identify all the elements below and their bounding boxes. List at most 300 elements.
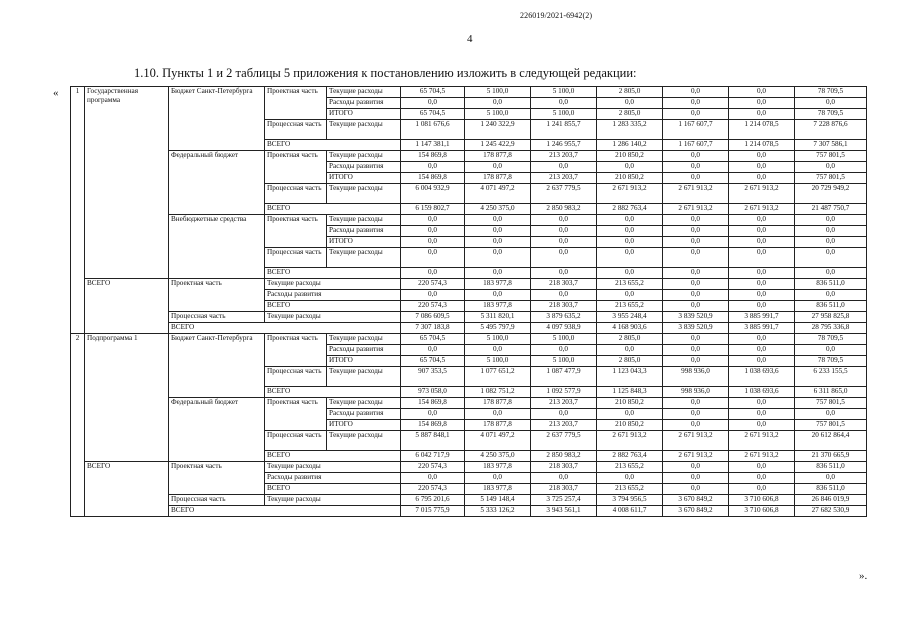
value-cell: 2 805,0	[597, 356, 663, 367]
value-cell: 1 245 422,9	[465, 140, 531, 151]
value-cell: 0,0	[663, 215, 729, 226]
expense-type: Текущие расходы	[327, 120, 401, 140]
quote-open: «	[53, 87, 59, 99]
table-row	[71, 506, 867, 517]
value-cell: 0,0	[401, 237, 465, 248]
value-cell: 78 709,5	[795, 109, 867, 120]
value-cell: 998 936,0	[663, 387, 729, 398]
value-cell: 1 147 381,1	[401, 140, 465, 151]
value-cell: 0,0	[663, 109, 729, 120]
value-cell: 0,0	[465, 268, 531, 279]
expense-type: Расходы развития	[327, 162, 401, 173]
value-cell: 1 087 477,9	[531, 367, 597, 387]
value-cell: 183 977,8	[465, 462, 531, 473]
expense-type: ИТОГО	[327, 420, 401, 431]
part-label: Проектная часть	[265, 87, 327, 120]
value-cell: 1 167 607,7	[663, 120, 729, 140]
value-cell: 0,0	[729, 237, 795, 248]
value-cell: 0,0	[795, 98, 867, 109]
value-cell: 213 203,7	[531, 398, 597, 409]
expense-type: Расходы развития	[327, 409, 401, 420]
value-cell: 178 877,8	[465, 420, 531, 431]
value-cell: 836 511,0	[795, 462, 867, 473]
value-cell: 78 709,5	[795, 334, 867, 345]
value-cell: 0,0	[729, 301, 795, 312]
value-cell: 1 092 577,9	[531, 387, 597, 398]
value-cell: 5 100,0	[531, 356, 597, 367]
value-cell: 3 839 520,9	[663, 312, 729, 323]
value-cell: 4 071 497,2	[465, 431, 531, 451]
value-cell: 0,0	[597, 268, 663, 279]
value-cell: 0,0	[465, 237, 531, 248]
value-cell: 1 283 335,2	[597, 120, 663, 140]
value-cell: 1 125 848,3	[597, 387, 663, 398]
value-cell: 836 511,0	[795, 301, 867, 312]
value-cell: 218 303,7	[531, 301, 597, 312]
value-cell: 0,0	[663, 87, 729, 98]
table-row	[71, 215, 867, 226]
value-cell: 0,0	[663, 356, 729, 367]
value-cell: 6 795 201,6	[401, 495, 465, 506]
value-cell: 5 100,0	[531, 334, 597, 345]
quote-close: ».	[859, 570, 868, 582]
value-cell: 0,0	[795, 237, 867, 248]
value-cell: 154 869,8	[401, 398, 465, 409]
value-cell: 0,0	[795, 215, 867, 226]
value-cell: 0,0	[597, 345, 663, 356]
value-cell: 1 038 693,6	[729, 367, 795, 387]
value-cell: 183 977,8	[465, 301, 531, 312]
value-cell: 3 839 520,9	[663, 323, 729, 334]
value-cell: 2 671 913,2	[663, 184, 729, 204]
value-cell: 0,0	[531, 226, 597, 237]
part-label: Проектная часть	[169, 462, 265, 495]
value-cell: 154 869,8	[401, 420, 465, 431]
budget-table	[70, 86, 867, 517]
value-cell: 5 333 126,2	[465, 506, 531, 517]
value-cell: 0,0	[729, 334, 795, 345]
value-cell: 65 704,5	[401, 356, 465, 367]
value-cell: 0,0	[401, 268, 465, 279]
value-cell: 3 710 606,8	[729, 495, 795, 506]
part-label: Проектная часть	[169, 279, 265, 312]
value-cell: 210 850,2	[597, 398, 663, 409]
expense-type: ИТОГО	[327, 237, 401, 248]
value-cell: 0,0	[401, 473, 465, 484]
value-cell: 2 671 913,2	[729, 184, 795, 204]
value-cell: 0,0	[401, 290, 465, 301]
value-cell: 0,0	[663, 398, 729, 409]
value-cell: 0,0	[729, 98, 795, 109]
value-cell: 220 574,3	[401, 484, 465, 495]
value-cell: 2 671 913,2	[729, 204, 795, 215]
table-row	[71, 323, 867, 334]
value-cell: 220 574,3	[401, 279, 465, 290]
value-cell: 0,0	[663, 290, 729, 301]
expense-type: ИТОГО	[327, 356, 401, 367]
value-cell: 0,0	[795, 473, 867, 484]
value-cell: 0,0	[663, 484, 729, 495]
value-cell: 178 877,8	[465, 151, 531, 162]
total-label: ВСЕГО	[265, 387, 401, 398]
value-cell: 7 015 775,9	[401, 506, 465, 517]
part-label: Процессная часть	[265, 367, 327, 387]
total-label: ВСЕГО	[265, 268, 401, 279]
value-cell: 4 097 938,9	[531, 323, 597, 334]
value-cell: 5 100,0	[465, 356, 531, 367]
value-cell: 213 655,2	[597, 301, 663, 312]
value-cell: 0,0	[729, 151, 795, 162]
value-cell: 0,0	[401, 248, 465, 268]
value-cell: 757 801,5	[795, 398, 867, 409]
value-cell: 0,0	[795, 248, 867, 268]
value-cell: 4 071 497,2	[465, 184, 531, 204]
value-cell: 5 100,0	[465, 334, 531, 345]
value-cell: 26 846 019,9	[795, 495, 867, 506]
value-cell: 0,0	[729, 290, 795, 301]
value-cell: 0,0	[663, 173, 729, 184]
value-cell: 0,0	[401, 98, 465, 109]
value-cell: 2 671 913,2	[729, 431, 795, 451]
budget-source: Федеральный бюджет	[169, 398, 265, 462]
value-cell: 907 353,5	[401, 367, 465, 387]
value-cell: 0,0	[663, 409, 729, 420]
value-cell: 3 943 561,1	[531, 506, 597, 517]
value-cell: 0,0	[597, 290, 663, 301]
value-cell: 0,0	[729, 87, 795, 98]
value-cell: 1 286 140,2	[597, 140, 663, 151]
value-cell: 213 655,2	[597, 279, 663, 290]
value-cell: 0,0	[729, 462, 795, 473]
value-cell: 65 704,5	[401, 87, 465, 98]
value-cell: 0,0	[663, 420, 729, 431]
value-cell: 0,0	[531, 345, 597, 356]
value-cell: 218 303,7	[531, 279, 597, 290]
value-cell: 0,0	[597, 473, 663, 484]
value-cell: 1 214 078,5	[729, 140, 795, 151]
expense-type: ИТОГО	[327, 109, 401, 120]
value-cell: 757 801,5	[795, 420, 867, 431]
value-cell: 0,0	[729, 484, 795, 495]
value-cell: 210 850,2	[597, 420, 663, 431]
section-heading: 1.10. Пункты 1 и 2 таблицы 5 приложения к постановлению изложить в следующей редакции:	[134, 66, 637, 80]
value-cell: 0,0	[663, 151, 729, 162]
value-cell: 0,0	[663, 301, 729, 312]
value-cell: 0,0	[465, 215, 531, 226]
value-cell: 213 655,2	[597, 462, 663, 473]
expense-type: Текущие расходы	[327, 398, 401, 409]
value-cell: 0,0	[729, 409, 795, 420]
value-cell: 0,0	[795, 162, 867, 173]
value-cell: 0,0	[729, 173, 795, 184]
value-cell: 0,0	[729, 356, 795, 367]
value-cell: 836 511,0	[795, 279, 867, 290]
expense-type: Текущие расходы	[327, 367, 401, 387]
value-cell: 0,0	[729, 398, 795, 409]
value-cell: 0,0	[795, 290, 867, 301]
value-cell: 0,0	[663, 226, 729, 237]
value-cell: 2 637 779,5	[531, 184, 597, 204]
value-cell: 0,0	[465, 345, 531, 356]
part-label: Процессная часть	[169, 312, 265, 323]
value-cell: 0,0	[465, 409, 531, 420]
part-label: Процессная часть	[169, 495, 265, 506]
value-cell: 5 887 848,1	[401, 431, 465, 451]
value-cell: 6 042 717,9	[401, 451, 465, 462]
value-cell: 65 704,5	[401, 334, 465, 345]
value-cell: 183 977,8	[465, 279, 531, 290]
part-label: Процессная часть	[265, 431, 327, 451]
value-cell: 27 682 530,9	[795, 506, 867, 517]
expense-type: Текущие расходы	[327, 87, 401, 98]
value-cell: 210 850,2	[597, 173, 663, 184]
value-cell: 2 882 763,4	[597, 204, 663, 215]
budget-source: Внебюджетные средства	[169, 215, 265, 279]
value-cell: 2 671 913,2	[663, 431, 729, 451]
expense-type: Текущие расходы	[327, 151, 401, 162]
value-cell: 0,0	[401, 215, 465, 226]
expense-type: Расходы развития	[265, 473, 401, 484]
value-cell: 220 574,3	[401, 462, 465, 473]
value-cell: 0,0	[729, 279, 795, 290]
value-cell: 0,0	[729, 420, 795, 431]
value-cell: 0,0	[663, 345, 729, 356]
expense-type: Текущие расходы	[265, 462, 401, 473]
expense-type: ИТОГО	[327, 173, 401, 184]
part-label: Проектная часть	[265, 151, 327, 184]
value-cell: 78 709,5	[795, 87, 867, 98]
program-name: Подпрограмма 1	[85, 334, 169, 462]
value-cell: 0,0	[401, 226, 465, 237]
table-row	[71, 398, 867, 409]
value-cell: 4 168 903,6	[597, 323, 663, 334]
table-row	[71, 279, 867, 290]
value-cell: 3 879 635,2	[531, 312, 597, 323]
part-label: Проектная часть	[265, 215, 327, 248]
row-number: 2	[71, 334, 85, 517]
value-cell: 0,0	[729, 162, 795, 173]
value-cell: 218 303,7	[531, 484, 597, 495]
expense-type: Текущие расходы	[265, 312, 401, 323]
value-cell: 154 869,8	[401, 173, 465, 184]
summary-label: ВСЕГО	[85, 462, 169, 517]
value-cell: 2 882 763,4	[597, 451, 663, 462]
expense-type: Расходы развития	[265, 290, 401, 301]
value-cell: 1 214 078,5	[729, 120, 795, 140]
value-cell: 3 885 991,7	[729, 323, 795, 334]
value-cell: 0,0	[597, 248, 663, 268]
value-cell: 6 159 802,7	[401, 204, 465, 215]
expense-type: Текущие расходы	[327, 334, 401, 345]
value-cell: 3 885 991,7	[729, 312, 795, 323]
value-cell: 7 307 586,1	[795, 140, 867, 151]
value-cell: 757 801,5	[795, 151, 867, 162]
value-cell: 0,0	[729, 226, 795, 237]
value-cell: 6 004 932,9	[401, 184, 465, 204]
value-cell: 0,0	[663, 98, 729, 109]
part-label: Проектная часть	[265, 334, 327, 367]
value-cell: 2 671 913,2	[663, 451, 729, 462]
value-cell: 3 670 849,2	[663, 495, 729, 506]
total-label: ВСЕГО	[265, 140, 401, 151]
value-cell: 5 100,0	[465, 87, 531, 98]
value-cell: 0,0	[531, 290, 597, 301]
part-label: Процессная часть	[265, 120, 327, 140]
table-row	[71, 87, 867, 98]
expense-type: Текущие расходы	[327, 215, 401, 226]
value-cell: 218 303,7	[531, 462, 597, 473]
value-cell: 0,0	[663, 248, 729, 268]
total-label: ВСЕГО	[265, 204, 401, 215]
value-cell: 0,0	[465, 290, 531, 301]
value-cell: 2 671 913,2	[663, 204, 729, 215]
value-cell: 0,0	[401, 409, 465, 420]
value-cell: 0,0	[663, 237, 729, 248]
value-cell: 0,0	[465, 226, 531, 237]
value-cell: 65 704,5	[401, 109, 465, 120]
value-cell: 2 671 913,2	[729, 451, 795, 462]
total-label: ВСЕГО	[169, 506, 401, 517]
value-cell: 0,0	[729, 248, 795, 268]
value-cell: 0,0	[729, 345, 795, 356]
value-cell: 0,0	[465, 248, 531, 268]
value-cell: 0,0	[401, 162, 465, 173]
value-cell: 0,0	[531, 98, 597, 109]
value-cell: 973 058,0	[401, 387, 465, 398]
value-cell: 1 077 651,2	[465, 367, 531, 387]
value-cell: 0,0	[401, 345, 465, 356]
value-cell: 2 850 983,2	[531, 204, 597, 215]
value-cell: 0,0	[597, 162, 663, 173]
part-label: Процессная часть	[265, 184, 327, 204]
table-row	[71, 462, 867, 473]
value-cell: 0,0	[597, 226, 663, 237]
value-cell: 0,0	[663, 473, 729, 484]
total-label: ВСЕГО	[169, 323, 401, 334]
value-cell: 0,0	[663, 279, 729, 290]
value-cell: 0,0	[465, 162, 531, 173]
expense-type: Расходы развития	[327, 345, 401, 356]
value-cell: 0,0	[531, 409, 597, 420]
value-cell: 0,0	[531, 215, 597, 226]
value-cell: 0,0	[531, 237, 597, 248]
value-cell: 78 709,5	[795, 356, 867, 367]
value-cell: 0,0	[597, 237, 663, 248]
value-cell: 0,0	[729, 268, 795, 279]
value-cell: 836 511,0	[795, 484, 867, 495]
value-cell: 5 100,0	[531, 87, 597, 98]
value-cell: 4 250 375,0	[465, 204, 531, 215]
value-cell: 20 612 864,4	[795, 431, 867, 451]
value-cell: 7 307 183,8	[401, 323, 465, 334]
value-cell: 0,0	[795, 226, 867, 237]
value-cell: 5 495 797,9	[465, 323, 531, 334]
row-number: 1	[71, 87, 85, 334]
summary-label: ВСЕГО	[85, 279, 169, 334]
total-label: ВСЕГО	[265, 484, 401, 495]
value-cell: 1 246 955,7	[531, 140, 597, 151]
value-cell: 5 311 820,1	[465, 312, 531, 323]
value-cell: 1 241 855,7	[531, 120, 597, 140]
page-number: 4	[467, 33, 473, 45]
value-cell: 998 936,0	[663, 367, 729, 387]
value-cell: 6 311 865,0	[795, 387, 867, 398]
value-cell: 1 123 043,3	[597, 367, 663, 387]
total-label: ВСЕГО	[265, 451, 401, 462]
total-label: ВСЕГО	[265, 301, 401, 312]
value-cell: 0,0	[465, 473, 531, 484]
value-cell: 1 082 751,2	[465, 387, 531, 398]
value-cell: 0,0	[531, 248, 597, 268]
value-cell: 213 203,7	[531, 151, 597, 162]
value-cell: 2 637 779,5	[531, 431, 597, 451]
value-cell: 0,0	[729, 473, 795, 484]
value-cell: 213 655,2	[597, 484, 663, 495]
value-cell: 213 203,7	[531, 420, 597, 431]
value-cell: 0,0	[597, 98, 663, 109]
budget-source: Бюджет Санкт-Петербурга	[169, 334, 265, 398]
value-cell: 0,0	[795, 409, 867, 420]
value-cell: 28 795 336,8	[795, 323, 867, 334]
value-cell: 3 955 248,4	[597, 312, 663, 323]
value-cell: 0,0	[729, 109, 795, 120]
value-cell: 3 725 257,4	[531, 495, 597, 506]
value-cell: 0,0	[465, 98, 531, 109]
value-cell: 220 574,3	[401, 301, 465, 312]
table-row	[71, 334, 867, 345]
value-cell: 4 008 611,7	[597, 506, 663, 517]
value-cell: 1 240 322,9	[465, 120, 531, 140]
value-cell: 0,0	[795, 268, 867, 279]
value-cell: 21 487 750,7	[795, 204, 867, 215]
value-cell: 0,0	[663, 334, 729, 345]
value-cell: 2 671 913,2	[597, 184, 663, 204]
expense-type: Текущие расходы	[327, 248, 401, 268]
value-cell: 1 038 693,6	[729, 387, 795, 398]
value-cell: 5 100,0	[465, 109, 531, 120]
value-cell: 213 203,7	[531, 173, 597, 184]
value-cell: 2 805,0	[597, 109, 663, 120]
value-cell: 0,0	[729, 215, 795, 226]
table-row	[71, 312, 867, 323]
value-cell: 0,0	[531, 473, 597, 484]
expense-type: Расходы развития	[327, 226, 401, 237]
value-cell: 757 801,5	[795, 173, 867, 184]
expense-type: Текущие расходы	[265, 279, 401, 290]
value-cell: 7 086 609,5	[401, 312, 465, 323]
value-cell: 27 958 825,8	[795, 312, 867, 323]
value-cell: 2 850 983,2	[531, 451, 597, 462]
value-cell: 6 233 155,5	[795, 367, 867, 387]
value-cell: 0,0	[531, 162, 597, 173]
value-cell: 0,0	[597, 409, 663, 420]
expense-type: Текущие расходы	[327, 184, 401, 204]
budget-source: Федеральный бюджет	[169, 151, 265, 215]
value-cell: 0,0	[663, 268, 729, 279]
expense-type: Расходы развития	[327, 98, 401, 109]
value-cell: 5 100,0	[531, 109, 597, 120]
value-cell: 7 228 876,6	[795, 120, 867, 140]
value-cell: 20 729 949,2	[795, 184, 867, 204]
value-cell: 21 370 665,9	[795, 451, 867, 462]
value-cell: 178 877,8	[465, 398, 531, 409]
value-cell: 183 977,8	[465, 484, 531, 495]
value-cell: 154 869,8	[401, 151, 465, 162]
value-cell: 1 081 676,6	[401, 120, 465, 140]
expense-type: Текущие расходы	[265, 495, 401, 506]
value-cell: 4 250 375,0	[465, 451, 531, 462]
part-label: Процессная часть	[265, 248, 327, 268]
